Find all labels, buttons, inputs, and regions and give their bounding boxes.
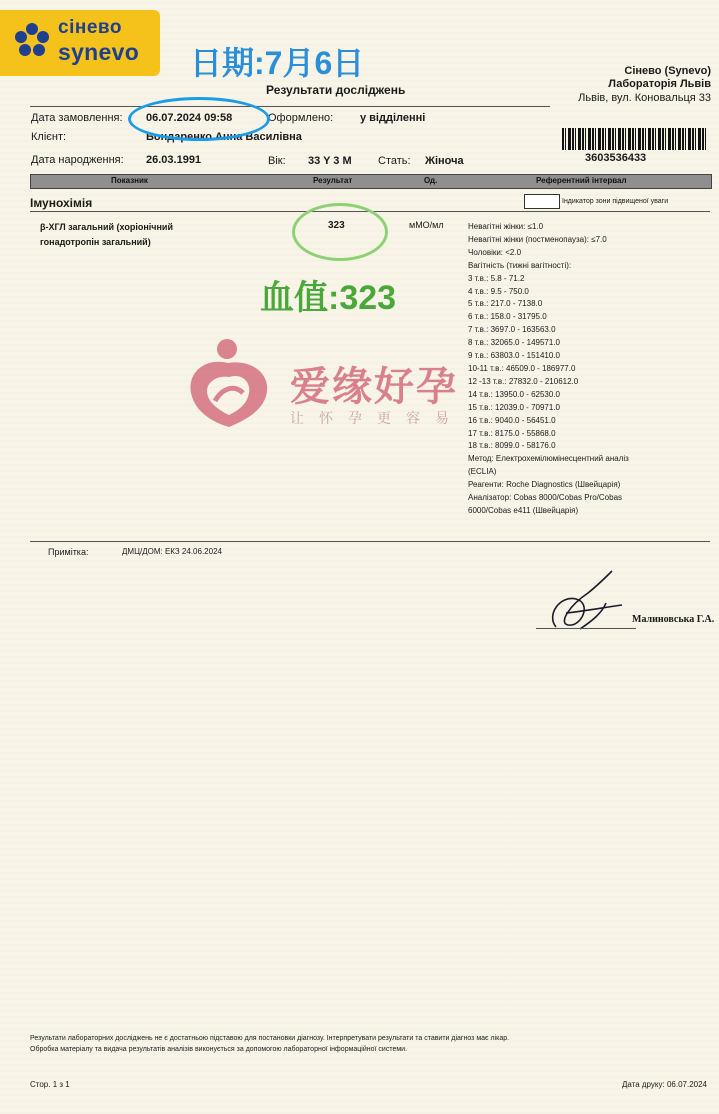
client-value: Бондаренко Анна Василівна <box>146 131 302 143</box>
date-annotation: 日期:7月6日 <box>190 45 365 81</box>
reference-line: 17 т.в.: 8175.0 - 55868.0 <box>468 428 556 438</box>
lab-address: Львів, вул. Коновальця 33 <box>578 92 711 104</box>
reference-line: 6 т.в.: 158.0 - 31795.0 <box>468 312 547 322</box>
reference-line: 3 т.в.: 5.8 - 71.2 <box>468 273 525 283</box>
reference-line: 6000/Cobas e411 (Швейцарія) <box>468 505 579 515</box>
reference-line: Вагітність (тижні вагітності): <box>468 260 572 270</box>
birth-label: Дата народження: <box>31 154 124 166</box>
signature-icon <box>536 565 626 645</box>
report-title: Результати досліджень <box>266 83 406 97</box>
reference-line: Невагітні жінки: ≤1.0 <box>468 222 544 231</box>
watermark-heart-icon <box>185 335 271 431</box>
birth-value: 26.03.1991 <box>146 154 202 166</box>
reference-line: 8 т.в.: 32065.0 - 149571.0 <box>468 338 560 348</box>
footer-disclaimer: Результати лабораторних досліджень не є достатньою підставою для постановки діагнозу. Інтерпретувати результати та ставити діагноз має лікар. <box>30 1035 510 1042</box>
order-date-label: Дата замовлення: <box>31 112 123 124</box>
reference-line: Аналізатор: Cobas 8000/Cobas Pro/Cobas <box>468 493 623 503</box>
result-highlight-circle <box>292 203 388 261</box>
note-value: ДМЦ/ДОМ: ЕКЗ 24.06.2024 <box>122 547 222 556</box>
page-number: Стор. 1 з 1 <box>30 1080 70 1089</box>
sex-label: Стать: <box>378 155 411 167</box>
header-indicator: Показник <box>111 176 148 185</box>
reference-line: Метод: Електрохемілюмінесцентний аналіз <box>468 454 629 464</box>
reference-line: Невагітні жінки (постменопауза): ≤7.0 <box>468 234 607 244</box>
barcode-icon <box>562 128 708 150</box>
reference-line: 15 т.в.: 12039.0 - 70971.0 <box>468 402 560 412</box>
age-label: Вік: <box>268 155 286 167</box>
reference-line: 10-11 т.в.: 46509.0 - 186977.0 <box>468 363 576 373</box>
section-title: Імунохімія <box>30 196 93 210</box>
watermark-slogan: 让怀孕更容易 <box>290 410 464 426</box>
sex-value: Жіноча <box>425 155 464 167</box>
test-name-line: β-ХГЛ загальний (хоріонічний <box>40 222 173 232</box>
flower-logo-icon <box>14 22 50 58</box>
header-reference: Референтний інтервал <box>536 176 627 185</box>
reference-line: 14 т.в.: 13950.0 - 62530.0 <box>468 389 560 399</box>
logo-text-latin: synevo <box>58 39 140 65</box>
reference-line: 12 -13 т.в.: 27832.0 - 210612.0 <box>468 376 579 386</box>
date-highlight-circle <box>128 97 270 141</box>
barcode-number: 3603536433 <box>585 152 647 164</box>
footer-processing-note: Обробка матеріалу та видача результатів аналізів виконується за допомогою лабораторної інформаційної системи. <box>30 1046 408 1053</box>
header-unit: Од. <box>424 176 438 185</box>
reference-line: 7 т.в.: 3697.0 - 163563.0 <box>468 325 556 335</box>
reference-line: (ECLIA) <box>468 467 497 477</box>
reference-line: 18 т.в.: 8099.0 - 58176.0 <box>468 441 556 451</box>
attention-indicator-box <box>524 194 560 209</box>
print-date: Дата друку: 06.07.2024 <box>621 1080 707 1089</box>
client-label: Клієнт: <box>31 131 67 143</box>
signature-line <box>536 628 636 629</box>
order-date-value: 06.07.2024 09:58 <box>146 112 233 124</box>
results-table-header <box>30 174 712 189</box>
reference-line: Чоловіки: <2.0 <box>468 247 522 257</box>
reference-line: Реагенти: Roche Diagnostics (Швейцарія) <box>468 480 621 490</box>
note-divider <box>30 541 710 542</box>
reference-line: 5 т.в.: 217.0 - 7138.0 <box>468 299 543 309</box>
age-value: 33 Y 3 M <box>308 155 352 167</box>
signer-name: Малиновська Г.А. <box>632 614 715 625</box>
reference-line: 16 т.в.: 9040.0 - 56451.0 <box>468 415 556 425</box>
test-unit: мМО/мл <box>409 220 444 230</box>
issued-value: у відділенні <box>360 112 426 124</box>
header-divider <box>30 106 550 107</box>
lab-branch: Лабораторія Львів <box>608 78 711 90</box>
test-name-line: гонадотропін загальний) <box>40 237 151 247</box>
header-result: Результат <box>313 176 353 185</box>
reference-line: 4 т.в.: 9.5 - 750.0 <box>468 286 529 296</box>
reference-line: 9 т.в.: 63803.0 - 151410.0 <box>468 351 560 361</box>
logo-text-cyrillic: сінево <box>58 17 122 38</box>
test-name <box>40 220 240 250</box>
blood-value-annotation: 血值:323 <box>260 279 397 317</box>
test-result-value: 323 <box>328 220 345 231</box>
attention-indicator-label: Індикатор зони підвищеної уваги <box>562 198 669 205</box>
reference-interval-list <box>468 221 708 518</box>
note-label: Примітка: <box>48 547 89 557</box>
lab-name: Сінево (Synevo) <box>624 65 711 77</box>
issued-label: Оформлено: <box>268 112 334 124</box>
watermark-brand: 爱缘好孕 <box>290 365 458 409</box>
